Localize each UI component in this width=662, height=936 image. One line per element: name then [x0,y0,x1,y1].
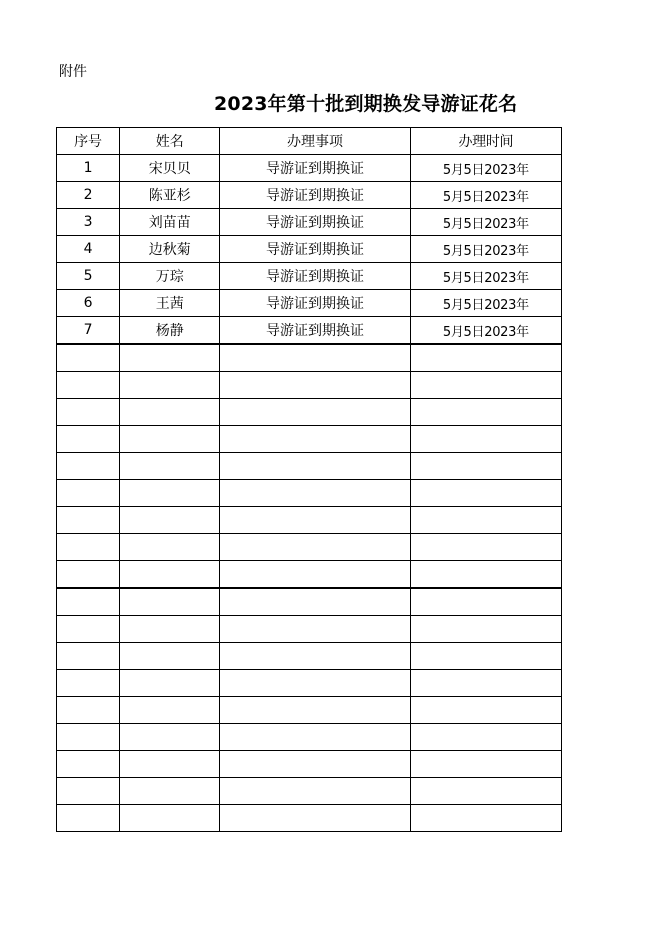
empty-row [57,561,562,589]
document-title: 2023年第十批到期换发导游证花名 [214,93,518,115]
cell-seq: 2 [57,182,120,209]
empty-cell [410,588,561,616]
cell-date: 5月5日2023年 [410,182,561,209]
empty-cell [220,344,410,372]
empty-cell [57,643,120,670]
empty-cell [410,751,561,778]
cell-seq: 5 [57,263,120,290]
empty-cell [410,561,561,589]
empty-cell [220,778,410,805]
empty-cell [120,561,220,589]
empty-cell [57,778,120,805]
empty-cell [57,344,120,372]
cell-seq: 6 [57,290,120,317]
empty-cell [410,805,561,832]
empty-cell [220,751,410,778]
cell-seq: 7 [57,317,120,345]
empty-cell [220,561,410,589]
empty-cell [220,480,410,507]
empty-cell [120,670,220,697]
empty-cell [410,697,561,724]
empty-row [57,724,562,751]
header-item: 办理事项 [220,128,410,155]
table-row [57,236,562,263]
empty-cell [220,697,410,724]
empty-cell [57,426,120,453]
empty-cell [220,616,410,643]
cell-seq: 3 [57,209,120,236]
empty-cell [57,616,120,643]
empty-cell [57,588,120,616]
empty-row [57,697,562,724]
empty-cell [57,751,120,778]
header-name: 姓名 [120,128,220,155]
empty-cell [57,724,120,751]
cell-name: 边秋菊 [120,236,220,263]
empty-cell [220,534,410,561]
empty-cell [57,507,120,534]
empty-cell [220,724,410,751]
empty-cell [220,507,410,534]
cell-item: 导游证到期换证 [220,236,410,263]
cell-item: 导游证到期换证 [220,155,410,182]
empty-cell [410,372,561,399]
empty-cell [410,426,561,453]
empty-cell [57,670,120,697]
empty-cell [120,507,220,534]
table-row [57,209,562,236]
cell-item: 导游证到期换证 [220,209,410,236]
cell-name: 杨静 [120,317,220,345]
empty-cell [410,778,561,805]
empty-cell [410,670,561,697]
empty-cell [120,778,220,805]
empty-cell [220,670,410,697]
empty-cell [120,453,220,480]
empty-row [57,372,562,399]
empty-cell [57,453,120,480]
empty-row [57,453,562,480]
empty-cell [57,480,120,507]
empty-cell [120,751,220,778]
empty-cell [57,534,120,561]
cell-item: 导游证到期换证 [220,290,410,317]
empty-cell [220,805,410,832]
empty-cell [220,453,410,480]
table-row [57,155,562,182]
table-row [57,263,562,290]
empty-row [57,426,562,453]
empty-cell [410,507,561,534]
empty-row [57,670,562,697]
empty-row [57,751,562,778]
empty-cell [410,724,561,751]
cell-date: 5月5日2023年 [410,317,561,345]
empty-cell [410,534,561,561]
empty-row [57,588,562,616]
empty-cell [410,453,561,480]
empty-row [57,534,562,561]
header-date: 办理时间 [410,128,561,155]
empty-cell [120,643,220,670]
empty-row [57,643,562,670]
empty-row [57,778,562,805]
empty-row [57,399,562,426]
empty-cell [120,534,220,561]
header-seq: 序号 [57,128,120,155]
empty-cell [57,399,120,426]
cell-name: 万琮 [120,263,220,290]
empty-cell [410,480,561,507]
cell-date: 5月5日2023年 [410,155,561,182]
empty-cell [220,426,410,453]
empty-cell [120,399,220,426]
empty-cell [120,480,220,507]
empty-cell [120,724,220,751]
cell-name: 王茜 [120,290,220,317]
table-header-row [57,128,562,155]
cell-item: 导游证到期换证 [220,317,410,345]
empty-cell [120,344,220,372]
empty-row [57,480,562,507]
cell-name: 刘苗苗 [120,209,220,236]
empty-cell [410,399,561,426]
empty-row [57,805,562,832]
cell-date: 5月5日2023年 [410,236,561,263]
empty-cell [57,697,120,724]
empty-cell [120,372,220,399]
empty-row [57,616,562,643]
empty-cell [57,561,120,589]
empty-cell [120,616,220,643]
empty-row [57,507,562,534]
table-row [57,182,562,209]
empty-cell [57,805,120,832]
cell-item: 导游证到期换证 [220,263,410,290]
table-row [57,290,562,317]
empty-cell [220,372,410,399]
cell-name: 宋贝贝 [120,155,220,182]
empty-cell [120,697,220,724]
empty-cell [220,399,410,426]
attachment-label: 附件 [59,64,87,80]
cell-date: 5月5日2023年 [410,209,561,236]
empty-cell [120,426,220,453]
empty-cell [120,805,220,832]
empty-row [57,344,562,372]
cell-seq: 4 [57,236,120,263]
cell-date: 5月5日2023年 [410,290,561,317]
cell-seq: 1 [57,155,120,182]
empty-cell [220,643,410,670]
empty-cell [57,372,120,399]
cell-item: 导游证到期换证 [220,182,410,209]
empty-cell [410,344,561,372]
cell-name: 陈亚杉 [120,182,220,209]
empty-cell [220,588,410,616]
empty-cell [410,616,561,643]
table-row [57,317,562,345]
roster-table [56,127,562,832]
cell-date: 5月5日2023年 [410,263,561,290]
empty-cell [410,643,561,670]
empty-cell [120,588,220,616]
